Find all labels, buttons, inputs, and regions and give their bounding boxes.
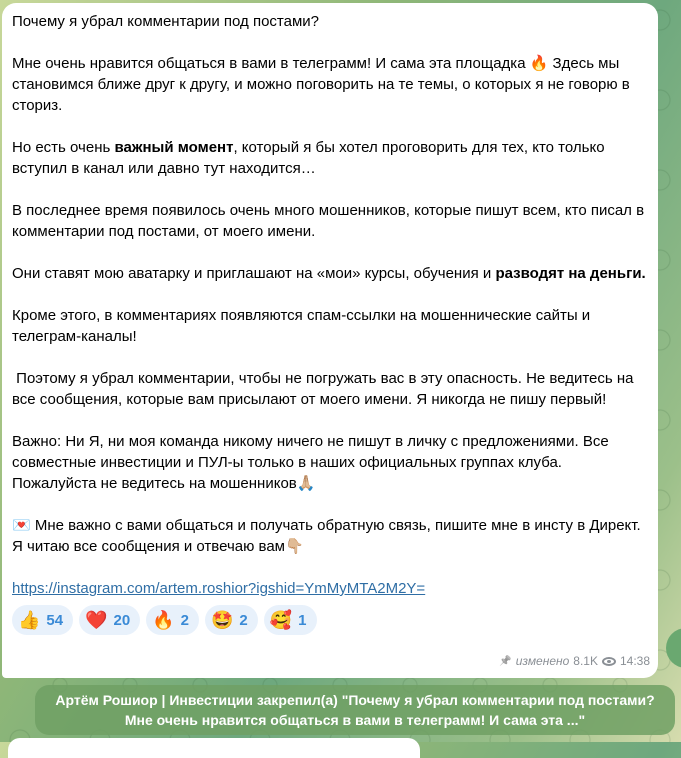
message-time: 14:38 [619, 654, 650, 668]
reaction-count: 2 [239, 611, 248, 629]
reaction-count: 54 [46, 611, 64, 629]
share-button[interactable] [666, 628, 681, 668]
message-meta [499, 651, 650, 672]
star-struck-icon: 🤩 [210, 610, 234, 630]
reactions-bar [12, 605, 648, 635]
pin-service-message[interactable] [35, 685, 675, 735]
post-paragraph-3: В последнее время появилось очень много мошенников, которые пишут всем, кто писал в комментарии под постами, от моего имени. [12, 202, 645, 240]
pin-notice-line-1: Артём Рошиор | Инвестиции закрепил(а) "Почему я убрал комментарии под постами? [55, 692, 655, 708]
bold-text: разводят на деньги. [495, 265, 646, 282]
post-paragraph-1: Мне очень нравится общаться в вами в телеграмм! И сама эта площадка 🔥 Здесь мы становимся ближе друг к другу, и можно поговорить на те темы, о которых я не говорю в сториз. [12, 55, 630, 114]
text-span: Они ставят мою аватарку и приглашают на «мои» курсы, обучения и [12, 265, 496, 282]
views-count: 8.1K [573, 654, 598, 668]
post-paragraph-4 [12, 263, 648, 284]
post-text [12, 11, 648, 557]
channel-post-bubble [2, 3, 658, 678]
pin-notice-line-2: Мне очень нравится общаться в вами в телеграмм! И сама эта ..." [124, 712, 586, 728]
post-paragraph-5: Кроме этого, в комментариях появляются спам-ссылки на мошеннические сайты и телеграм-каналы! [12, 307, 591, 345]
edited-label: изменено [515, 654, 570, 668]
post-paragraph-6: Поэтому я убрал комментарии, чтобы не погружать вас в эту опасность. Не ведитесь на все сообщения, которые вам присылают от моего имени. Я никогда не пишу первый! [12, 370, 638, 408]
reaction-count: 2 [180, 611, 189, 629]
heart-icon: ❤️ [85, 610, 108, 630]
reaction-smiling-hearts[interactable] [264, 605, 317, 635]
thumbs-up-icon: 👍 [18, 610, 41, 630]
eye-icon [602, 657, 616, 666]
text-span: , который я бы хотел проговорить для тех, кто только вступил в канал или давно тут находится… [12, 139, 605, 177]
post-title: Почему я убрал комментарии под постами? [12, 13, 319, 30]
reaction-count: 20 [113, 611, 131, 629]
reaction-star-struck[interactable] [205, 605, 258, 635]
reaction-count: 1 [298, 611, 307, 629]
post-paragraph-8: 💌 Мне важно с вами общаться и получать обратную связь, пишите мне в инсту в Директ. Я читаю все сообщения и отвечаю вам👇🏼 [12, 517, 641, 555]
fire-icon: 🔥 [152, 610, 175, 630]
instagram-link[interactable]: https://instagram.com/artem.roshior?igshid=YmMyMTA2M2Y= [12, 580, 426, 597]
smiling-hearts-icon: 🥰 [269, 610, 293, 630]
text-span: Но есть очень [12, 139, 115, 156]
reaction-heart[interactable] [79, 605, 140, 635]
post-paragraph-7: Важно: Ни Я, ни моя команда никому ничего не пишут в личку с предложениями. Все совместные инвестиции и ПУЛ-ы только в наших официальных группах клуба. Пожалуйста не ведитесь на мошенников🙏🏼 [12, 433, 609, 492]
bold-text: важный момент [114, 139, 234, 156]
post-paragraph-2 [12, 137, 648, 179]
reaction-fire[interactable] [146, 605, 199, 635]
reaction-thumbs-up[interactable] [12, 605, 73, 635]
pin-icon: 📌 [499, 656, 512, 667]
next-message-bubble [8, 738, 420, 758]
